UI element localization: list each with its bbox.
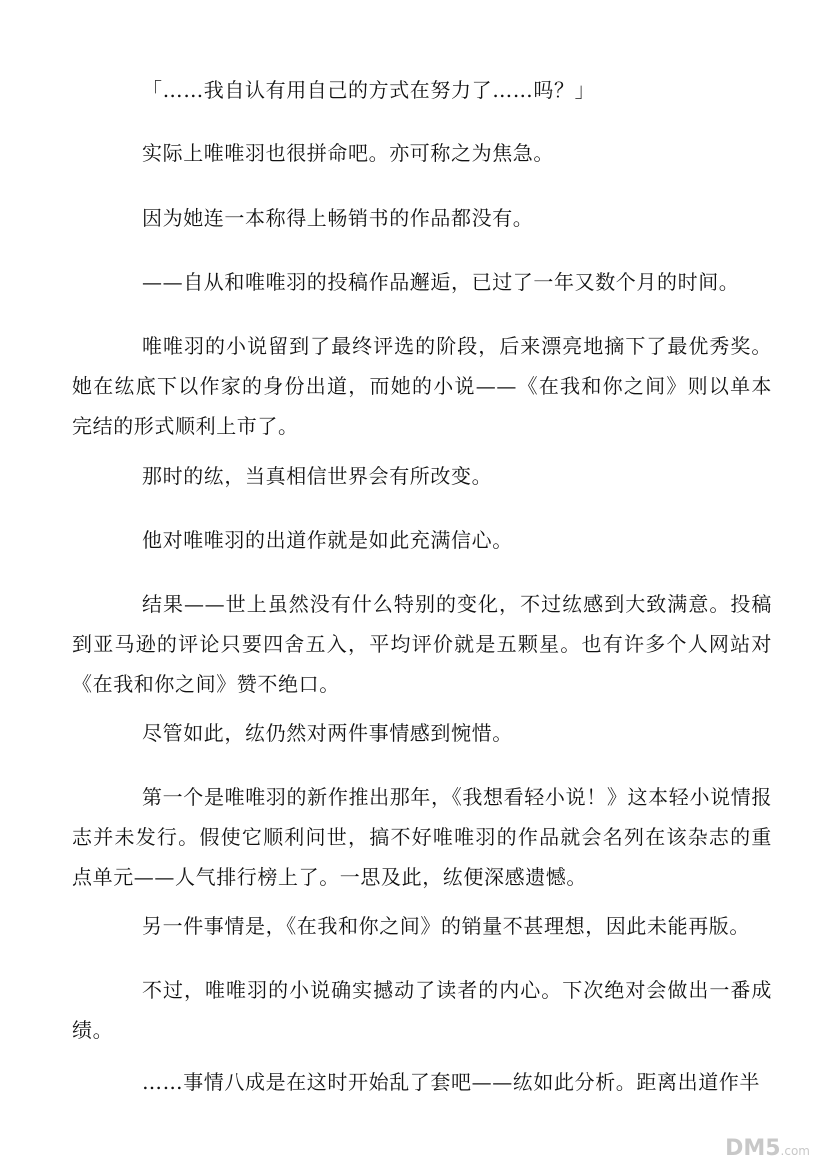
paragraph-5: 唯唯羽的小说留到了最终评选的阶段，后来漂亮地摘下了最优秀奖。她在纮底下以作家的身份出道，而她的小说——《在我和你之间》则以单本完结的形式顺利上市了。 (72, 334, 772, 438)
paragraph-12: 不过，唯唯羽的小说确实撼动了读者的内心。下次绝对会做出一番成绩。 (72, 978, 772, 1042)
paragraph-4: ——自从和唯唯羽的投稿作品邂逅，已过了一年又数个月的时间。 (142, 270, 740, 294)
paragraph-1: 「……我自认有用自己的方式在努力了……吗？」 (142, 78, 596, 102)
paragraph-9: 尽管如此，纮仍然对两件事情感到惋惜。 (142, 721, 513, 745)
paragraph-11: 另一件事情是，《在我和你之间》的销量不甚理想，因此未能再版。 (142, 914, 750, 938)
paragraph-7: 他对唯唯羽的出道作就是如此充满信心。 (142, 528, 513, 552)
paragraph-6: 那时的纮，当真相信世界会有所改变。 (142, 464, 493, 488)
watermark-logo-text: DM5 (725, 1136, 781, 1161)
paragraph-13: ……事情八成是在这时开始乱了套吧——纮如此分析。距离出道作半 (142, 1070, 760, 1094)
paragraph-8: 结果——世上虽然没有什么特别的变化，不过纮感到大致满意。投稿到亚马逊的评论只要四舍五入，平均评价就是五颗星。也有许多个人网站对《在我和你之间》赞不绝口。 (72, 592, 772, 696)
paragraph-10: 第一个是唯唯羽的新作推出那年，《我想看轻小说！》这本轻小说情报志并未发行。假使它顺利问世，搞不好唯唯羽的作品就会名列在该杂志的重点单元——人气排行榜上了。一思及此，纮便深感遗憾。 (72, 785, 772, 889)
site-watermark-logo (725, 1136, 810, 1161)
watermark-domain-suffix: .com (780, 1144, 810, 1158)
paragraph-3: 因为她连一本称得上畅销书的作品都没有。 (142, 206, 534, 230)
paragraph-2: 实际上唯唯羽也很拼命吧。亦可称之为焦急。 (142, 141, 554, 165)
